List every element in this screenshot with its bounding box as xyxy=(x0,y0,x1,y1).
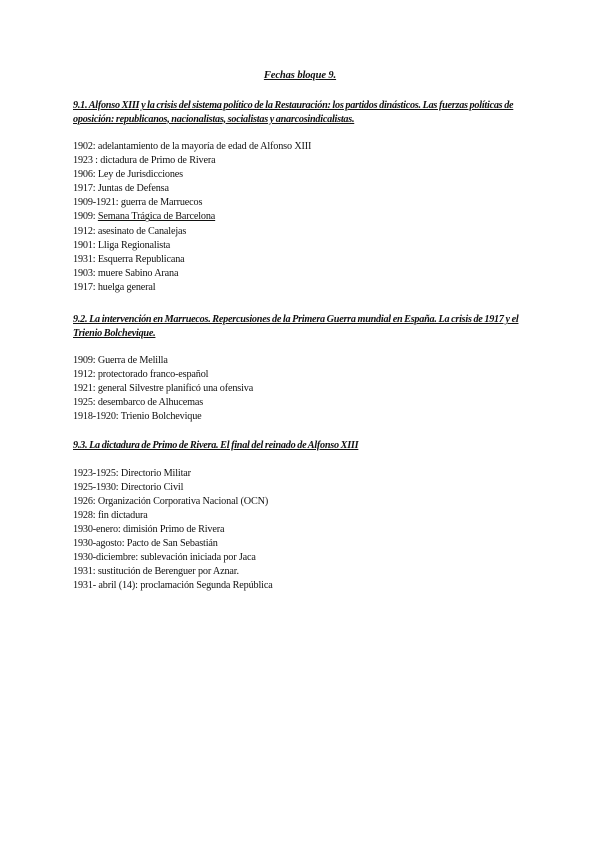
entry-text: Ley de Jurisdicciones xyxy=(97,169,183,181)
entry-text: Organización Corporativa Nacional (OCN) xyxy=(97,495,269,507)
entry-date: 1906 xyxy=(73,169,93,181)
list-item: 1909-1921: guerra de Marruecos xyxy=(73,197,203,209)
entry-date: 1917 xyxy=(73,183,93,195)
entry-date: 1923 xyxy=(73,155,93,167)
entry-date: 1928 xyxy=(73,509,93,521)
list-item: 1918-1920: Trienio Bolchevique xyxy=(73,411,202,423)
list-item: 1931: Esquerra Republicana xyxy=(73,253,185,265)
document-title: Fechas bloque 9. xyxy=(263,70,337,81)
entry-text: huelga general xyxy=(97,281,156,293)
entry-date: 1921 xyxy=(73,383,93,395)
entry-date: 1909 xyxy=(73,211,93,223)
entry-date: 1931 xyxy=(73,566,93,578)
list-item: 1901: Lliga Regionalista xyxy=(73,239,171,251)
entry-text: sustitución de Berenguer por Aznar. xyxy=(97,566,239,578)
section-heading: 9.2. La intervención en Marruecos. Repercusiones de la Primera Guerra mundial en España. La crisis de 1917 y el Trienio Bolchevique. xyxy=(73,314,519,339)
entry-text: Pacto de San Sebastián xyxy=(126,537,218,549)
entry-date: 1912 xyxy=(73,225,93,237)
entry-text: Trienio Bolchevique xyxy=(120,411,202,423)
section-heading: 9.3. La dictadura de Primo de Rivera. El final del reinado de Alfonso XIII xyxy=(73,440,359,451)
entry-text: adelantamiento de la mayoría de edad de Alfonso XIII xyxy=(97,141,312,152)
list-item: 1921: general Silvestre planificó una ofensiva xyxy=(73,383,254,395)
entry-text: sublevación iniciada por Jaca xyxy=(140,552,256,564)
entry-text: muere Sabino Arana xyxy=(97,267,179,279)
list-item: 1917: Juntas de Defensa xyxy=(73,183,169,195)
entry-text: Directorio Militar xyxy=(120,467,191,479)
entry-date: 1925 xyxy=(73,397,93,409)
list-item: 1903: muere Sabino Arana xyxy=(73,267,179,279)
list-item: 1909: Semana Trágica de Barcelona xyxy=(73,211,216,223)
list-item: 1902: adelantamiento de la mayoría de edad de Alfonso XIII xyxy=(73,141,312,152)
list-item: 1909: Guerra de Melilla xyxy=(73,355,168,366)
list-item: 1930-enero: dimisión Primo de Rivera xyxy=(73,523,225,535)
entry-date: 1909 xyxy=(73,355,93,366)
list-item: 1912: asesinato de Canalejas xyxy=(73,225,187,237)
list-item: 1906: Ley de Jurisdicciones xyxy=(73,169,183,181)
entry-list xyxy=(73,467,533,594)
entry-text: desembarco de Alhucemas xyxy=(97,397,204,409)
entry-text: general Silvestre planificó una ofensiva xyxy=(97,383,254,395)
list-item: 1930-agosto: Pacto de San Sebastián xyxy=(73,537,218,549)
entry-date: 1912 xyxy=(73,369,93,381)
entry-list xyxy=(73,140,533,295)
entry-date: 1918-1920 xyxy=(73,411,116,423)
entry-text: Juntas de Defensa xyxy=(97,183,169,195)
entry-date: 1909-1921 xyxy=(73,197,116,209)
entry-text: dimisión Primo de Rivera xyxy=(122,523,225,535)
list-item: 1928: fin dictadura xyxy=(73,509,148,521)
entry-text-link[interactable]: Semana Trágica de Barcelona xyxy=(97,211,216,223)
entry-date: 1923-1925 xyxy=(73,467,116,479)
entry-date: 1931 xyxy=(73,253,93,265)
list-item: 1926: Organización Corporativa Nacional (OCN) xyxy=(73,495,269,507)
list-item: 1931- abril (14): proclamación Segunda República xyxy=(73,580,273,592)
entry-date: 1930-diciembre xyxy=(73,552,136,564)
entry-date: 1931- abril (14) xyxy=(73,580,136,592)
entry-text: asesinato de Canalejas xyxy=(97,225,187,237)
section-9-2 xyxy=(73,313,533,424)
section-heading: 9.1. Alfonso XIII y la crisis del sistema político de la Restauración: los partidos dinásticos. Las fuerzas políticas de oposición: republicanos, nacionalistas, socialistas y anarcosindicalistas. xyxy=(73,100,514,125)
list-item: 1930-diciembre: sublevación iniciada por Jaca xyxy=(73,552,256,564)
entry-date: 1930-enero xyxy=(73,523,118,535)
entry-text: fin dictadura xyxy=(97,509,148,521)
entry-date: 1930-agosto xyxy=(73,537,122,549)
entry-date: 1926 xyxy=(73,495,93,507)
entry-text: Guerra de Melilla xyxy=(97,355,168,366)
list-item: 1912: protectorado franco-español xyxy=(73,369,209,381)
entry-text: proclamación Segunda República xyxy=(140,580,273,592)
entry-text: Esquerra Republicana xyxy=(97,253,185,265)
entry-text: dictadura de Primo de Rivera xyxy=(100,155,216,167)
entry-text: guerra de Marruecos xyxy=(120,197,203,209)
section-9-1 xyxy=(73,99,533,295)
entry-list xyxy=(73,354,533,424)
entry-date: 1917 xyxy=(73,281,93,293)
section-9-3 xyxy=(73,439,533,593)
list-item: 1925-1930: Directorio Civil xyxy=(73,481,184,493)
entry-text: protectorado franco-español xyxy=(97,369,209,381)
list-item: 1923 : dictadura de Primo de Rivera xyxy=(73,155,216,167)
entry-date: 1925-1930 xyxy=(73,481,116,493)
entry-date: 1903 xyxy=(73,267,93,279)
entry-date: 1902 xyxy=(73,141,93,152)
list-item: 1925: desembarco de Alhucemas xyxy=(73,397,204,409)
list-item: 1917: huelga general xyxy=(73,281,156,293)
entry-text: Directorio Civil xyxy=(120,481,184,493)
entry-text: Lliga Regionalista xyxy=(97,239,171,251)
entry-date: 1901 xyxy=(73,239,93,251)
list-item: 1931: sustitución de Berenguer por Aznar. xyxy=(73,566,239,578)
list-item: 1923-1925: Directorio Militar xyxy=(73,467,191,479)
